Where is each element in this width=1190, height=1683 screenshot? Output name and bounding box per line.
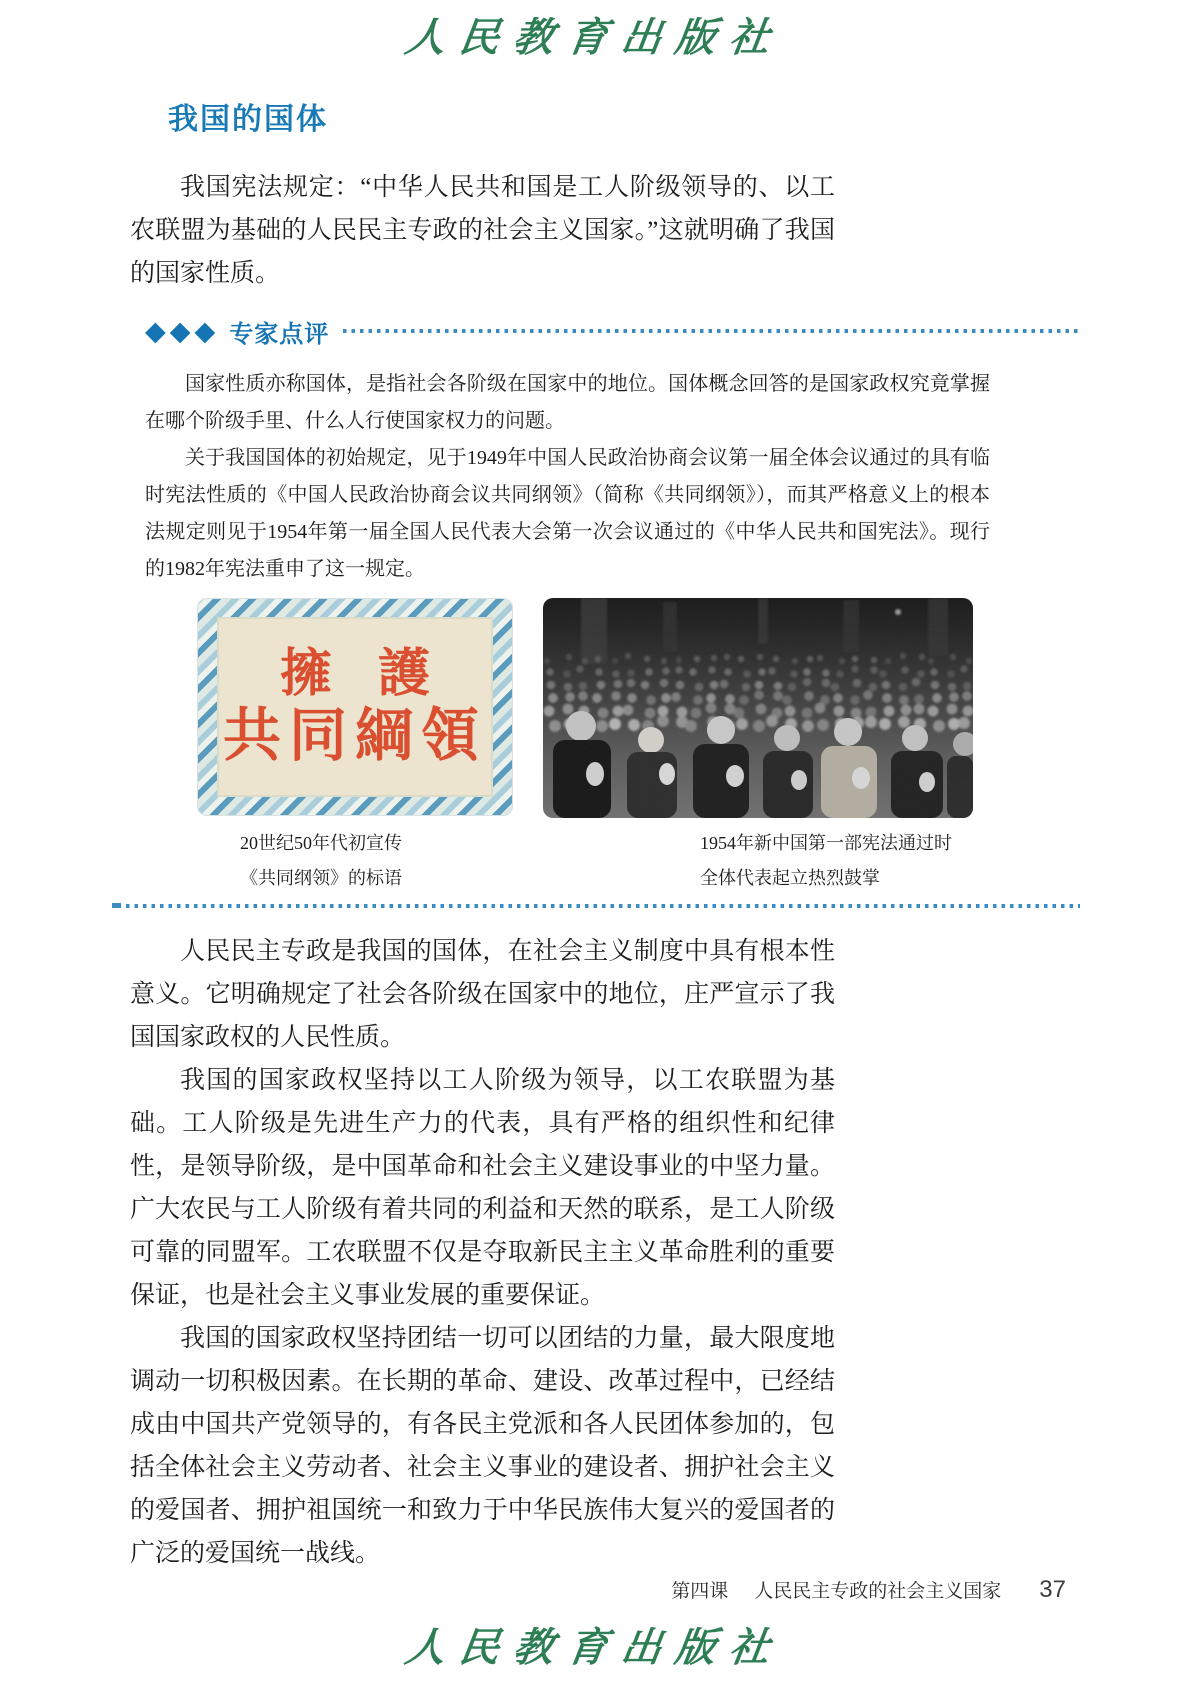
constitution-1954-crowd-photo — [543, 598, 973, 818]
dotted-divider-top — [343, 329, 1081, 333]
expert-paragraph: 国家性质亦称国体，是指社会各阶级在国家中的地位。国体概念回答的是国家政权究竟掌握在哪个阶级手里、什么人行使国家权力的问题。 — [145, 373, 990, 432]
common-program-poster-image — [197, 598, 513, 818]
expert-commentary-body — [145, 366, 990, 588]
diamond-icon: ◆ — [145, 315, 166, 347]
main-body-text — [130, 930, 835, 1575]
poster-text-top: 擁護 — [279, 645, 476, 703]
poster-chevron-border — [197, 598, 513, 816]
divider-lead-dash — [112, 903, 121, 908]
body-paragraph: 我国的国家政权坚持团结一切可以团结的力量，最大限度地调动一切积极因素。在长期的革命、建设、改革过程中，已经结成由中国共产党领导的，有各民主党派和各人民团体参加的，包括全体社会主义劳动者、社会主义事业的建设者、拥护社会主义的爱国者、拥护祖国统一和致力于中华民族伟大复兴的爱国者的广泛的爱国统一战线。 — [130, 1325, 835, 1567]
poster-text-bottom: 共同綱領 — [222, 703, 487, 768]
intro-paragraph: 我国宪法规定：“中华人民共和国是工人阶级领导的、以工农联盟为基础的人民民主专政的社会主义国家。”这就明确了我国的国家性质。 — [130, 174, 835, 287]
page-number: 37 — [1039, 1576, 1066, 1603]
footer-lesson-title: 人民民主专政的社会主义国家 — [754, 1581, 1002, 1602]
diamond-icons — [145, 315, 219, 347]
expert-commentary-label: 专家点评 — [229, 320, 330, 348]
publisher-logo-bottom: 人民教育出版社 — [402, 1624, 787, 1671]
poster-caption-line1: 20世纪50年代初宣传 — [240, 833, 402, 853]
image-row — [197, 598, 973, 818]
page-title: 我国的国体 — [168, 103, 328, 136]
diamond-icon: ◆ — [169, 315, 191, 347]
photo-caption — [700, 826, 952, 896]
crowd-photo-canvas — [543, 598, 973, 818]
expert-paragraph: 关于我国国体的初始规定，见于1949年中国人民政治协商会议第一届全体会议通过的具有临时宪法性质的《中国人民政治协商会议共同纲领》（简称《共同纲领》），而其严格意义上的根本法规定则见于1954年第一届全国人民代表大会第一次会议通过的《中华人民共和国宪法》。现行的1982年宪法重申了这一规定。 — [145, 447, 990, 580]
poster-caption — [240, 826, 402, 896]
expert-commentary-header — [145, 314, 1081, 348]
publisher-logo-top: 人民教育出版社 — [402, 14, 787, 61]
photo-caption-line1: 1954年新中国第一部宪法通过时 — [700, 833, 952, 853]
photo-caption-line2: 全体代表起立热烈鼓掌 — [700, 868, 880, 888]
diamond-icon: ◆ — [194, 315, 216, 347]
footer-lesson-number: 第四课 — [671, 1581, 729, 1602]
body-paragraph: 人民民主专政是我国的国体，在社会主义制度中具有根本性意义。它明确规定了社会各阶级在国家中的地位，庄严宣示了我国国家政权的人民性质。 — [130, 938, 835, 1051]
poster-caption-line2: 《共同纲领》的标语 — [240, 868, 402, 888]
poster-panel — [217, 617, 493, 797]
page-footer — [671, 1576, 1066, 1604]
dotted-line — [126, 904, 1080, 908]
body-paragraph: 我国的国家政权坚持以工人阶级为领导，以工农联盟为基础。工人阶级是先进生产力的代表，具有严格的组织性和纪律性，是领导阶级，是中国革命和社会主义建设事业的中坚力量。广大农民与工人阶级有着共同的利益和天然的联系，是工人阶级可靠的同盟军。工农联盟不仅是夺取新民主主义革命胜利的重要保证，也是社会主义事业发展的重要保证。 — [130, 1067, 835, 1309]
dotted-divider-bottom — [112, 903, 1080, 908]
